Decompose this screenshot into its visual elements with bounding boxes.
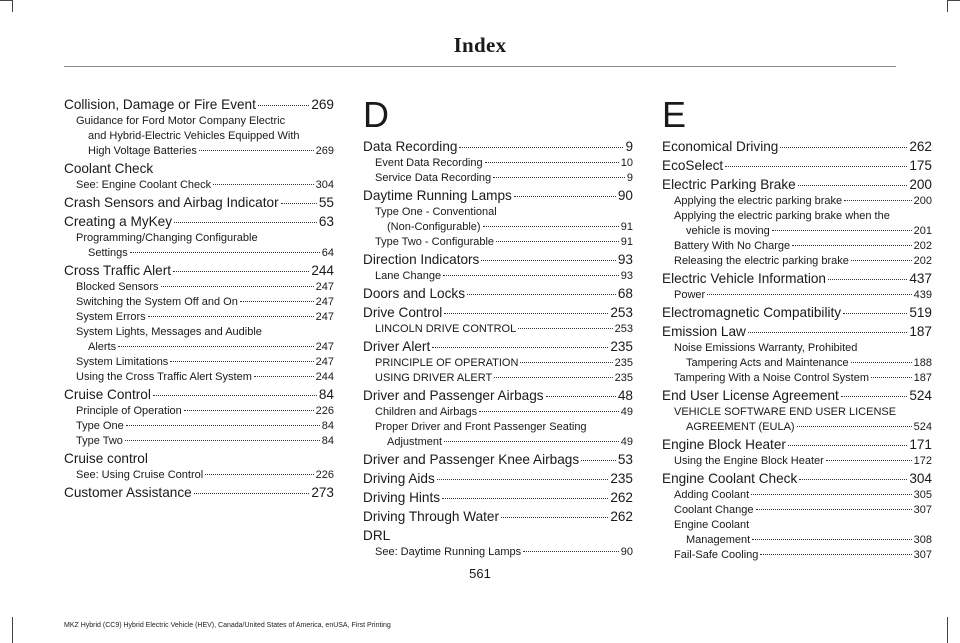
index-subentry[interactable] [662,371,932,386]
index-subentry[interactable] [662,341,932,371]
page-ref: 84 [321,435,334,447]
crop-mark [12,617,13,643]
index-entry[interactable] [363,386,633,405]
dot-leader [194,493,310,494]
dot-leader [184,410,314,411]
page-ref: 91 [620,221,633,233]
subentry-label: Applying the electric parking brake when the [674,210,890,222]
footer-text: MKZ Hybrid (CC9) Hybrid Electric Vehicle (HEV), Canada/United States of America, enUSA, First Printing [64,622,391,629]
dot-leader [205,474,313,475]
dot-leader [174,222,317,223]
page-ref: 48 [617,388,633,403]
subentry-label: Children and Airbags [375,406,478,418]
index-entry[interactable] [64,95,334,114]
entry-label: Daytime Running Lamps [363,188,512,203]
subentry-label: Lane Change [375,270,442,282]
page-ref: 247 [315,341,334,353]
entry-label: Direction Indicators [363,252,480,267]
crop-mark [947,0,948,12]
entry-label: EcoSelect [662,158,724,173]
subentry-label: Type One - Conventional [375,206,497,218]
index-entry[interactable] [662,269,932,288]
index-subentry[interactable] [64,280,334,295]
index-subentry[interactable] [662,454,932,469]
dot-leader [459,147,623,148]
subentry-label-continued: (Non-Configurable) [387,221,481,233]
index-subentry[interactable] [662,405,932,435]
page-ref: 269 [311,97,334,112]
dot-leader [161,286,314,287]
page-ref: 175 [909,158,932,173]
index-entry[interactable] [363,337,633,356]
page-ref: 235 [614,357,633,369]
entry-label: Driving Hints [363,490,441,505]
subentry-label: See: Using Cruise Control [76,469,204,481]
dot-leader [479,411,619,412]
page-ref: 49 [620,406,633,418]
index-subentry[interactable] [662,518,932,548]
page-ref: 9 [626,172,633,184]
dot-leader [213,184,313,185]
dot-leader [481,260,616,261]
page-ref: 90 [620,546,633,558]
index-subentry[interactable] [64,310,334,325]
dot-leader [118,346,314,347]
page-ref: 226 [315,405,334,417]
page-ref: 235 [610,471,633,486]
crop-mark [0,0,12,1]
dot-leader [153,395,317,396]
subentry-label: Fail-Safe Cooling [674,549,759,561]
index-column-2 [363,95,633,560]
index-entry[interactable] [363,507,633,526]
dot-leader [751,494,911,495]
entry-label: Electric Vehicle Information [662,271,826,286]
index-entry[interactable] [363,250,633,269]
index-entry[interactable] [662,386,932,405]
index-subentry[interactable] [64,434,334,449]
subentry-label: System Limitations [76,356,169,368]
page-ref: 437 [909,271,932,286]
dot-leader [788,445,907,446]
page-ref: 10 [620,157,633,169]
index-subentry[interactable] [64,178,334,193]
crop-mark [947,617,948,643]
entry-label: Driver Alert [363,339,431,354]
subentry-label: Blocked Sensors [76,281,159,293]
dot-leader [725,166,907,167]
page-number: 561 [469,566,491,581]
index-entry[interactable] [363,488,633,507]
dot-leader [748,332,907,333]
page-ref: 253 [610,305,633,320]
index-entry[interactable] [363,469,633,488]
index-entry[interactable] [363,450,633,469]
index-subentry[interactable] [662,194,932,209]
index-subentry[interactable] [64,370,334,385]
index-column-1 [64,95,334,502]
dot-leader [518,328,612,329]
subentry-label-continued: High Voltage Batteries [88,145,197,157]
index-subentry[interactable] [64,419,334,434]
page-ref: 304 [909,471,932,486]
index-subentry[interactable] [363,545,633,560]
subentry-label: USING DRIVER ALERT [375,372,493,384]
dot-leader [546,396,616,397]
page-ref: 202 [913,240,932,252]
page-ref: 91 [620,236,633,248]
dot-leader [871,377,912,378]
page-ref: 269 [315,145,334,157]
index-subentry[interactable] [363,269,633,284]
title-divider [64,66,896,67]
subentry-label: Type One [76,420,124,432]
entry-label: Engine Coolant Check [662,471,798,486]
dot-leader [258,105,309,106]
dot-leader [467,294,616,295]
subentry-label-continued: Settings [88,247,128,259]
dot-leader [240,301,314,302]
subentry-label: PRINCIPLE OF OPERATION [375,357,519,369]
dot-leader [826,460,912,461]
subentry-label: See: Daytime Running Lamps [375,546,522,558]
dot-leader [760,554,911,555]
subentry-label: Adding Coolant [674,489,750,501]
index-subentry[interactable] [363,322,633,337]
dot-leader [798,185,908,186]
subentry-label-continued: vehicle is moving [686,225,770,237]
page-ref: 187 [913,372,932,384]
subentry-label: Type Two - Configurable [375,236,495,248]
dot-leader [772,230,912,231]
index-subentry[interactable] [363,171,633,186]
index-subentry[interactable] [64,231,334,261]
subentry-label: LINCOLN DRIVE CONTROL [375,323,517,335]
subentry-label: See: Engine Coolant Check [76,179,212,191]
subentry-label: Engine Coolant [674,519,750,531]
subentry-label: VEHICLE SOFTWARE END USER LICENSE [674,406,897,418]
page-ref: 90 [617,188,633,203]
index-entry: Cruise control [64,451,148,466]
index-entry: Coolant Check [64,161,154,176]
page-ref: 247 [315,281,334,293]
subentry-label: Guidance for Ford Motor Company Electric [76,115,286,127]
page-ref: 247 [315,356,334,368]
section-letter: D [363,94,389,135]
subentry-label: System Lights, Messages and Audible [76,326,262,338]
index-entry: DRL [363,528,391,543]
page-ref: 307 [913,549,932,561]
entry-label: Driver and Passenger Knee Airbags [363,452,580,467]
index-subentry[interactable] [662,209,932,239]
index-entry[interactable] [64,212,334,231]
index-subentry[interactable] [64,355,334,370]
subentry-label: Tampering With a Noise Control System [674,372,870,384]
dot-leader [799,479,907,480]
subentry-label: Releasing the electric parking brake [674,255,849,267]
subentry-label-continued: AGREEMENT (EULA) [686,421,795,433]
page-ref: 200 [913,195,932,207]
index-subentry[interactable] [662,488,932,503]
index-entry[interactable] [363,303,633,322]
entry-label: Crash Sensors and Airbag Indicator [64,195,279,210]
index-subentry[interactable] [64,404,334,419]
page-ref: 273 [311,485,334,500]
dot-leader [170,361,313,362]
subentry-label-continued: Tampering Acts and Maintenance [686,357,849,369]
subentry-label-continued: Adjustment [387,436,443,448]
index-subentry[interactable] [363,420,633,450]
entry-label: Driver and Passenger Airbags [363,388,544,403]
index-entry[interactable] [363,137,633,156]
subentry-label: Switching the System Off and On [76,296,238,308]
page-ref: 304 [315,179,334,191]
entry-label: Electromagnetic Compatibility [662,305,842,320]
page-ref: 84 [318,387,334,402]
index-subentry[interactable] [64,295,334,310]
dot-leader [797,426,912,427]
entry-label: Economical Driving [662,139,779,154]
dot-leader [443,275,619,276]
entry-label: Driving Aids [363,471,435,486]
dot-leader [130,252,320,253]
page-ref: 235 [610,339,633,354]
index-entry[interactable] [363,186,633,205]
entry-label: Collision, Damage or Fire Event [64,97,256,112]
page-ref: 188 [913,357,932,369]
page-ref: 200 [909,177,932,192]
page-ref: 172 [913,455,932,467]
entry-label: Data Recording [363,139,458,154]
page-title: Index [453,33,507,57]
page-ref: 187 [909,324,932,339]
entry-label: Cross Traffic Alert [64,263,172,278]
page-ref: 201 [913,225,932,237]
entry-label: Creating a MyKey [64,214,173,229]
dot-leader [523,551,619,552]
subentry-label: Noise Emissions Warranty, Prohibited [674,342,858,354]
dot-leader [780,147,907,148]
page-ref: 524 [913,421,932,433]
page-ref: 226 [315,469,334,481]
dot-leader [494,377,612,378]
dot-leader [126,425,320,426]
dot-leader [841,396,907,397]
page-ref: 64 [321,247,334,259]
dot-leader [501,517,608,518]
subentry-label: Battery With No Charge [674,240,791,252]
dot-leader [442,498,608,499]
index-entry[interactable] [662,137,932,156]
subentry-label-continued: and Hybrid-Electric Vehicles Equipped With [88,130,300,142]
index-entry[interactable] [64,193,334,212]
dot-leader [752,539,911,540]
index-subentry[interactable] [363,235,633,250]
index-entry[interactable] [64,261,334,280]
dot-leader [851,260,912,261]
page-ref: 247 [315,296,334,308]
dot-leader [432,347,608,348]
index-subentry[interactable] [64,114,334,159]
page-ref: 247 [315,311,334,323]
page-ref: 53 [617,452,633,467]
page-ref: 439 [913,289,932,301]
dot-leader [828,279,907,280]
page-ref: 244 [311,263,334,278]
index-subentry[interactable] [662,548,932,563]
subentry-label: Using the Engine Block Heater [674,455,824,467]
dot-leader [148,316,314,317]
index-column-3 [662,95,932,563]
page-ref: 244 [315,371,334,383]
dot-leader [844,200,911,201]
dot-leader [254,376,314,377]
dot-leader [485,162,619,163]
index-subentry[interactable] [363,371,633,386]
page-ref: 307 [913,504,932,516]
page-ref: 262 [909,139,932,154]
dot-leader [514,196,616,197]
subentry-label: System Errors [76,311,146,323]
entry-label: Emission Law [662,324,746,339]
index-subentry[interactable] [662,503,932,518]
subentry-label: Power [674,289,706,301]
dot-leader [707,294,911,295]
dot-leader [756,509,912,510]
page-ref: 519 [909,305,932,320]
index-entry[interactable] [662,303,932,322]
subentry-label: Proper Driver and Front Passenger Seating [375,421,587,433]
entry-label: Cruise Control [64,387,151,402]
page-ref: 262 [610,490,633,505]
index-entry[interactable] [662,322,932,341]
page-ref: 202 [913,255,932,267]
entry-label: End User License Agreement [662,388,839,403]
entry-label: Drive Control [363,305,443,320]
page-ref: 305 [913,489,932,501]
page-ref: 262 [610,509,633,524]
page-ref: 68 [617,286,633,301]
page-ref: 9 [625,139,633,154]
index-subentry[interactable] [363,405,633,420]
index-subentry[interactable] [662,254,932,269]
entry-label: Doors and Locks [363,286,466,301]
index-subentry[interactable] [662,239,932,254]
page-ref: 93 [617,252,633,267]
index-subentry[interactable] [363,156,633,171]
dot-leader [581,460,616,461]
index-subentry[interactable] [363,205,633,235]
page-ref: 93 [620,270,633,282]
dot-leader [843,313,907,314]
index-subentry[interactable] [662,288,932,303]
entry-label: Electric Parking Brake [662,177,796,192]
index-entry[interactable] [363,284,633,303]
index-entry[interactable] [64,483,334,502]
dot-leader [483,226,619,227]
page-ref: 63 [318,214,334,229]
index-subentry[interactable] [64,468,334,483]
subentry-label: Coolant Change [674,504,754,516]
page-ref: 49 [620,436,633,448]
index-entry[interactable] [662,435,932,454]
index-entry[interactable] [64,385,334,404]
dot-leader [199,150,314,151]
subentry-label-continued: Alerts [88,341,117,353]
dot-leader [792,245,911,246]
dot-leader [125,440,320,441]
subentry-label: Principle of Operation [76,405,182,417]
dot-leader [444,441,619,442]
page-ref: 308 [913,534,932,546]
page-ref: 253 [614,323,633,335]
index-entry[interactable] [662,175,932,194]
entry-label: Customer Assistance [64,485,192,500]
page-ref: 55 [318,195,334,210]
page-ref: 171 [909,437,932,452]
index-entry[interactable] [662,469,932,488]
dot-leader [493,177,625,178]
subentry-label-continued: Management [686,534,751,546]
subentry-label: Using the Cross Traffic Alert System [76,371,252,383]
dot-leader [281,203,317,204]
dot-leader [851,362,912,363]
subentry-label: Programming/Changing Configurable [76,232,258,244]
subentry-label: Applying the electric parking brake [674,195,843,207]
page-ref: 84 [321,420,334,432]
dot-leader [520,362,612,363]
dot-leader [173,271,309,272]
section-letter: E [662,94,687,135]
dot-leader [496,241,619,242]
page-ref: 235 [614,372,633,384]
subentry-label: Type Two [76,435,123,447]
page-ref: 524 [909,388,932,403]
entry-label: Engine Block Heater [662,437,786,452]
subentry-label: Event Data Recording [375,157,483,169]
subentry-label: Service Data Recording [375,172,492,184]
index-subentry[interactable] [363,356,633,371]
dot-leader [437,479,609,480]
index-entry[interactable] [662,156,932,175]
dot-leader [444,313,608,314]
crop-mark [12,0,13,12]
crop-mark [948,0,960,1]
index-subentry[interactable] [64,325,334,355]
entry-label: Driving Through Water [363,509,499,524]
